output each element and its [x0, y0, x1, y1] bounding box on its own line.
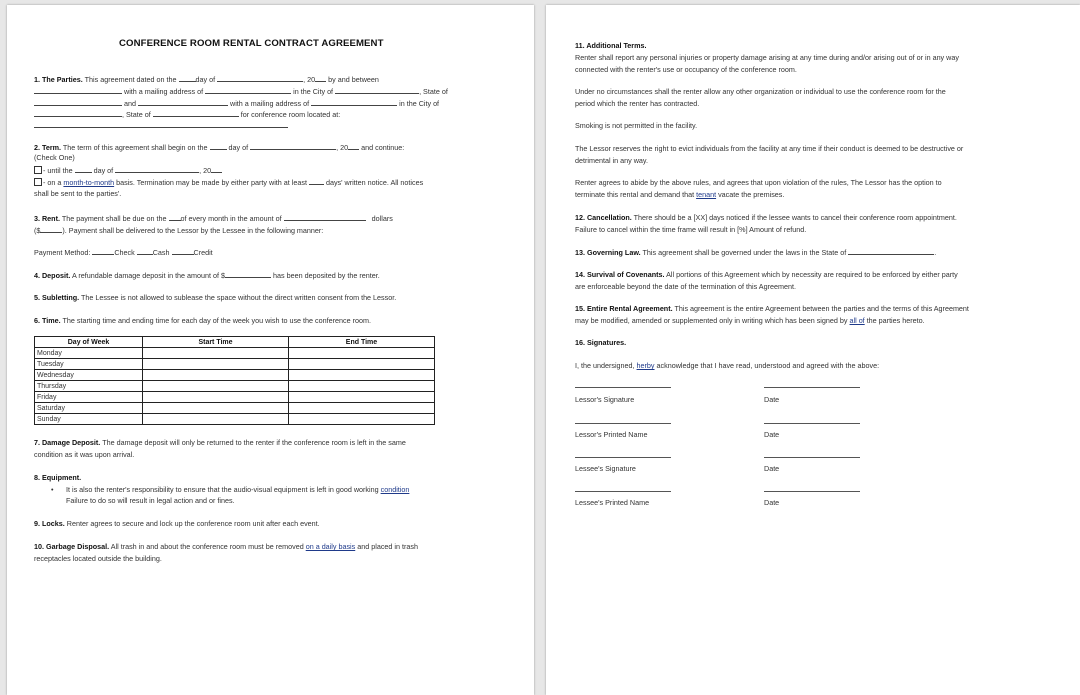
herby-link[interactable]: herby [636, 361, 655, 370]
date-line[interactable] [764, 423, 860, 424]
section-garbage: 10. Garbage Disposal. All trash in and about the conference room must be removed on a daily basis and placed in trash [34, 542, 418, 551]
signatures-acknowledgement: I, the undersigned, herby acknowledge that I have read, understood and agreed with the above: [575, 361, 880, 370]
blank-field[interactable] [34, 109, 122, 117]
table-row [35, 370, 435, 381]
lessee-signature-label: Lessee's Signature [575, 464, 636, 473]
month-to-month-link[interactable]: month-to-month [63, 178, 115, 187]
blank-field[interactable] [217, 74, 303, 82]
section-additional-terms: 11. Additional Terms. [575, 41, 647, 50]
blank-field[interactable] [92, 247, 114, 255]
section-entire-agreement: 15. Entire Rental Agreement. This agreement is the entire Agreement between the parties and the terms of this Agreement [575, 304, 969, 313]
section-survival: 14. Survival of Covenants. All portions of this Agreement which by necessity are required to be enforced by either party [575, 270, 958, 279]
daily-basis-link[interactable]: on a daily basis [305, 542, 356, 551]
equipment-line-2: Failure to do so will result in legal action and or fines. [66, 496, 235, 505]
blank-field[interactable] [210, 142, 227, 150]
blank-field[interactable] [284, 213, 366, 221]
table-row [35, 348, 435, 359]
date-label: Date [764, 395, 780, 404]
date-label: Date [764, 464, 780, 473]
end-time-cell[interactable] [289, 414, 435, 425]
lessee-printed-name-line[interactable] [575, 491, 671, 492]
day-cell: Saturday [35, 403, 143, 414]
start-time-cell[interactable] [143, 414, 289, 425]
blank-field[interactable] [40, 225, 62, 233]
blank-field[interactable] [179, 74, 196, 82]
schedule-table [34, 336, 435, 425]
day-cell: Tuesday [35, 359, 143, 370]
lessee-signature-line[interactable] [575, 457, 671, 458]
tenant-link[interactable]: tenant [696, 190, 717, 199]
end-time-cell[interactable] [289, 348, 435, 359]
lessor-printed-name-line[interactable] [575, 423, 671, 424]
lessee-printed-name-label: Lessee's Printed Name [575, 498, 650, 507]
parties-line-2: with a mailing address of in the City of , State of [34, 86, 448, 96]
section-governing-law: 13. Governing Law. This agreement shall be governed under the laws in the State of . [575, 248, 937, 257]
blank-field[interactable] [848, 247, 934, 255]
section-term: 2. Term. The term of this agreement shall begin on the day of , 20 and continue: [34, 143, 405, 152]
parties-line-3: and with a mailing address of in the City of [34, 98, 439, 108]
document-page-2 [546, 5, 1080, 695]
term-check-one: (Check One) [34, 153, 75, 162]
blank-field[interactable] [137, 247, 153, 255]
date-label: Date [764, 498, 780, 507]
start-time-cell[interactable] [143, 392, 289, 403]
column-header: End Time [289, 337, 435, 348]
day-cell: Sunday [35, 414, 143, 425]
additional-p1-line-2: connected with the renter's use or occupancy of the conference room. [575, 65, 797, 74]
rent-line-2: ($ ). Payment shall be delivered to the Lessor by the Lessee in the following manner: [34, 226, 324, 235]
table-row [35, 403, 435, 414]
date-line[interactable] [764, 491, 860, 492]
additional-p2-line-1: Under no circumstances shall the renter allow any other organization or individual to use the conference room for the [575, 87, 946, 96]
section-rent: 3. Rent. The payment shall be due on the of every month in the amount of dollars [34, 214, 393, 223]
day-cell: Thursday [35, 381, 143, 392]
blank-field[interactable] [211, 165, 222, 173]
payment-method: Payment Method: Check Cash Credit [34, 248, 213, 257]
start-time-cell[interactable] [143, 370, 289, 381]
additional-p2-line-2: period which the renter has contracted. [575, 99, 700, 108]
lessor-printed-name-label: Lessor's Printed Name [575, 430, 648, 439]
section-damage-deposit: 7. Damage Deposit. The damage deposit will only be returned to the renter if the conference room is left in the same [34, 438, 406, 447]
column-header: Day of Week [35, 337, 143, 348]
start-time-cell[interactable] [143, 403, 289, 414]
date-label: Date [764, 430, 780, 439]
damage-line-2: condition as it was upon arrival. [34, 450, 135, 459]
term-option-until: - until the day of , 20 [34, 165, 222, 175]
cancellation-line-2: Failure to cancel within the time frame will result in [%] Amount of refund. [575, 225, 807, 234]
blank-field[interactable] [153, 109, 239, 117]
end-time-cell[interactable] [289, 392, 435, 403]
start-time-cell[interactable] [143, 381, 289, 392]
checkbox-until[interactable] [34, 166, 42, 174]
date-line[interactable] [764, 457, 860, 458]
section-deposit: 4. Deposit. A refundable damage deposit in the amount of $ has been deposited by the renter. [34, 271, 380, 280]
term-option-month-to-month: - on a month-to-month basis. Termination may be made by either party with at least days' written notice. All notices [34, 177, 423, 187]
garbage-line-2: receptacles located outside the building. [34, 554, 162, 563]
day-cell: Wednesday [35, 370, 143, 381]
additional-p5-line-2: terminate this rental and demand that tenant vacate the premises. [575, 190, 785, 199]
blank-field[interactable] [115, 165, 199, 173]
entire-line-2: may be modified, amended or supplemented only in writing which has been signed by all of the parties hereto. [575, 316, 925, 325]
blank-field[interactable] [34, 86, 122, 94]
blank-field[interactable] [172, 247, 194, 255]
parties-line-4: , State of for conference room located at: [34, 109, 340, 119]
document-page-1 [7, 5, 534, 695]
section-time: 6. Time. The starting time and ending time for each day of the week you wish to use the conference room. [34, 316, 371, 325]
blank-field[interactable] [335, 86, 419, 94]
section-parties: 1. The Parties. This agreement dated on the day of , 20 by and between [34, 75, 379, 84]
survival-line-2: are enforceable beyond the date of the termination of this Agreement. [575, 282, 796, 291]
term-notice-line: shall be sent to the parties'. [34, 189, 122, 198]
section-locks: 9. Locks. Renter agrees to secure and lock up the conference room unit after each event. [34, 519, 320, 528]
equipment-bullet: • [51, 485, 54, 494]
end-time-cell[interactable] [289, 359, 435, 370]
column-header: Start Time [143, 337, 289, 348]
additional-p1-line-1: Renter shall report any personal injuries or property damage arising at any time during and/or arising out of or in any way [575, 53, 959, 62]
table-row [35, 359, 435, 370]
all-of-link[interactable]: all of [849, 316, 865, 325]
additional-p5-line-1: Renter agrees to abide by the above rules, and agrees that upon violation of the rules, The Lessor has the option to [575, 178, 942, 187]
blank-field[interactable] [311, 98, 397, 106]
section-subletting: 5. Subletting. The Lessee is not allowed to sublease the space without the direct written consent from the Lessor. [34, 293, 397, 302]
table-row [35, 392, 435, 403]
document-title: CONFERENCE ROOM RENTAL CONTRACT AGREEMENT [119, 38, 384, 49]
blank-field[interactable] [34, 98, 122, 106]
blank-field[interactable] [169, 213, 181, 221]
blank-field[interactable] [205, 86, 291, 94]
start-time-cell[interactable] [143, 348, 289, 359]
additional-p4-line-2: detrimental in any way. [575, 156, 648, 165]
address-blank[interactable] [34, 127, 288, 128]
end-time-cell[interactable] [289, 381, 435, 392]
condition-link[interactable]: condition [380, 485, 410, 494]
blank-field[interactable] [250, 142, 336, 150]
end-time-cell[interactable] [289, 370, 435, 381]
lessor-signature-label: Lessor's Signature [575, 395, 635, 404]
blank-field[interactable] [309, 177, 324, 185]
table-row [35, 414, 435, 425]
section-signatures: 16. Signatures. [575, 338, 627, 347]
section-cancellation: 12. Cancellation. There should be a [XX] days noticed if the lessee wants to cancel their conference room appointment. [575, 213, 957, 222]
additional-p4-line-1: The Lessor reserves the right to evict individuals from the facility at any time if their conduct is deemed to be destructive or [575, 144, 964, 153]
checkbox-month-to-month[interactable] [34, 178, 42, 186]
start-time-cell[interactable] [143, 359, 289, 370]
section-equipment: 8. Equipment. [34, 473, 82, 482]
lessor-signature-line[interactable] [575, 387, 671, 388]
blank-field[interactable] [348, 142, 359, 150]
day-cell: Friday [35, 392, 143, 403]
equipment-line-1: It is also the renter's responsibility to ensure that the audio-visual equipment is left in good working condition [66, 485, 410, 494]
additional-p3: Smoking is not permitted in the facility. [575, 121, 698, 130]
table-row [35, 381, 435, 392]
blank-field[interactable] [225, 270, 271, 278]
end-time-cell[interactable] [289, 403, 435, 414]
blank-field[interactable] [138, 98, 228, 106]
blank-field[interactable] [75, 165, 92, 173]
date-line[interactable] [764, 387, 860, 388]
day-cell: Monday [35, 348, 143, 359]
blank-field[interactable] [315, 74, 326, 82]
